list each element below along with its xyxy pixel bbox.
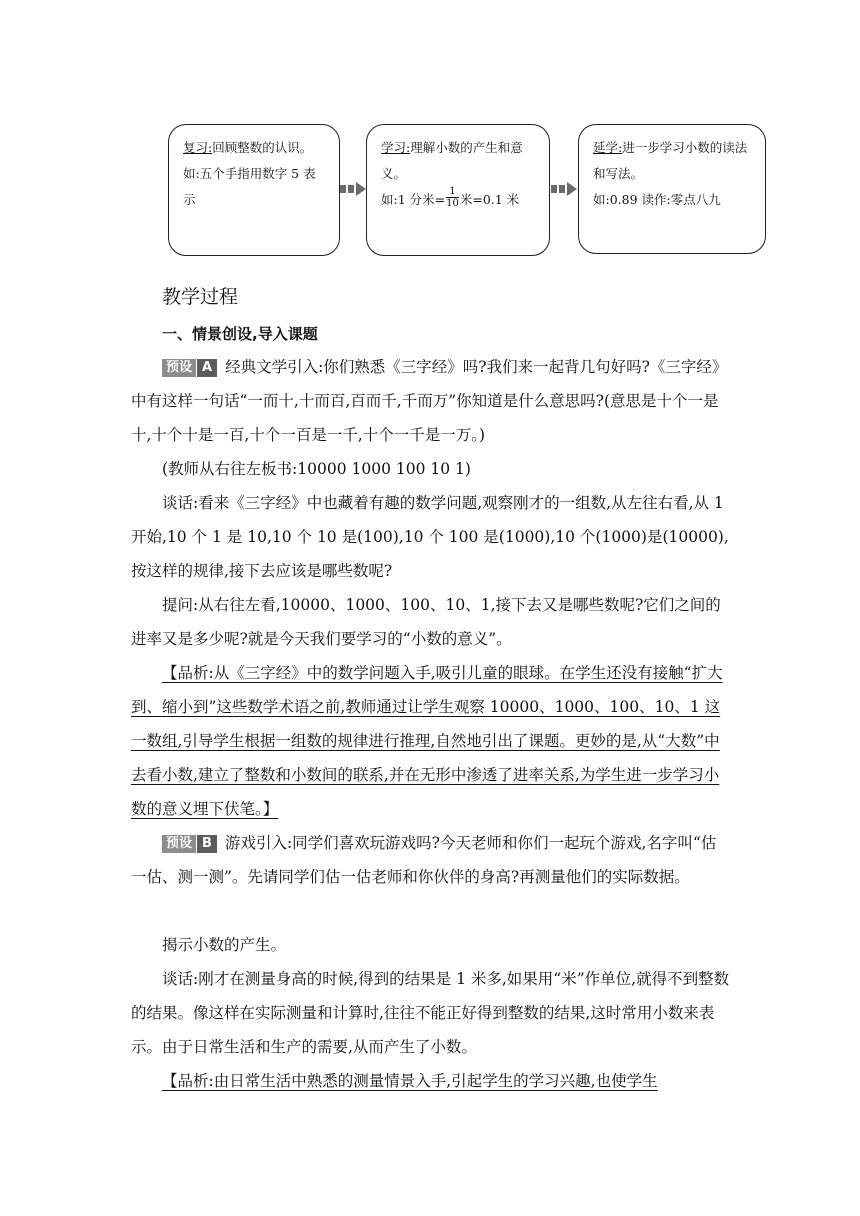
fraction-numerator: 1 bbox=[446, 186, 459, 198]
paragraph-analysis-2: 【品析:由日常生活中熟悉的测量情景入手,引起学生的学习兴趣,也使学生 bbox=[162, 1072, 658, 1090]
review-label: 复习: bbox=[183, 140, 213, 155]
fraction-one-tenth bbox=[446, 186, 459, 209]
paragraph-talk-2: 谈话:刚才在测量身高的时候,得到的结果是 1 米多,如果用“米”作单位,就得不到整数的结果。像这样在实际测量和计算时,往往不能正好得到整数的结果,这时常用小数来表示。由于日常生活和生产的需要,从而产生了小数。 bbox=[131, 970, 730, 1056]
flow-arrow-icon bbox=[340, 182, 366, 196]
learn-example-prefix: 如:1 分米= bbox=[381, 192, 446, 207]
extend-text: 进一步学习小数的读法和写法。 bbox=[593, 140, 748, 181]
preset-b-text: 游戏引入:同学们喜欢玩游戏吗?今天老师和你们一起玩个游戏,名字叫“估一估、测一测”。先请同学们估一估老师和你伙伴的身高?再测量他们的实际数据。 bbox=[131, 834, 717, 886]
preset-a-badge: 预设 A bbox=[162, 359, 217, 377]
review-example: 如:五个手指用数字 5 表示 bbox=[183, 166, 316, 207]
learn-label: 学习: bbox=[381, 140, 411, 155]
flow-box-extend bbox=[578, 124, 766, 254]
flow-box-review bbox=[168, 124, 340, 256]
learn-example-suffix: 米=0.1 米 bbox=[459, 192, 520, 207]
paragraph-reveal: 揭示小数的产生。 bbox=[162, 936, 287, 954]
flow-box-learn bbox=[366, 124, 550, 256]
paragraph-question: 提问:从右往左看,10000、1000、100、10、1,接下去又是哪些数呢?它们之间的进率又是多少呢?就是今天我们要学习的“小数的意义”。 bbox=[131, 596, 721, 648]
extend-label: 延学: bbox=[593, 140, 623, 155]
paragraph-analysis-1: 【品析:从《三字经》中的数学问题入手,吸引儿童的眼球。在学生还没有接触“扩大到、缩小到”这些数学术语之前,教师通过让学生观察 10000、1000、100、10、1 这一数组,引导学生根据一组数的规律进行推理,自然地引出了课题。更妙的是,从“大数”中去看小数,建立了整数和小数间的联系,并在无形中渗透了进率关系,为学生进一步学习小数的意义埋下伏笔。】 bbox=[131, 664, 723, 818]
learn-text: 理解小数的产生和意义。 bbox=[381, 140, 523, 181]
section-title: 教学过程 bbox=[162, 286, 239, 308]
preset-b-badge: 预设 B bbox=[162, 835, 217, 853]
fraction-denominator: 10 bbox=[446, 198, 459, 209]
review-text: 回顾整数的认识。 bbox=[212, 140, 313, 155]
paragraph-talk-1: 谈话:看来《三字经》中也藏着有趣的数学问题,观察刚才的一组数,从左往右看,从 1 开始,10 个 1 是 10,10 个 10 是(100),10 个 100 是(1000),10 个(1000)是(10000),按这样的规律,接下去应该是哪些数呢? bbox=[131, 494, 729, 580]
extend-example: 如:0.89 读作:零点八九 bbox=[593, 192, 721, 207]
paragraph-preset-b bbox=[131, 826, 731, 894]
flow-arrow-icon bbox=[551, 182, 577, 196]
paragraph-board: (教师从右往左板书:10000 1000 100 10 1) bbox=[162, 460, 471, 478]
subsection-title: 一、情景创设,导入课题 bbox=[162, 325, 318, 343]
paragraph-preset-a bbox=[131, 350, 731, 452]
preset-a-text: 经典文学引入:你们熟悉《三字经》吗?我们来一起背几句好吗?《三字经》中有这样一句话“一而十,十而百,百而千,千而万”你知道是什么意思吗?(意思是十个一是十,十个十是一百,十个一百是一千,十个一千是一万。) bbox=[131, 358, 728, 444]
